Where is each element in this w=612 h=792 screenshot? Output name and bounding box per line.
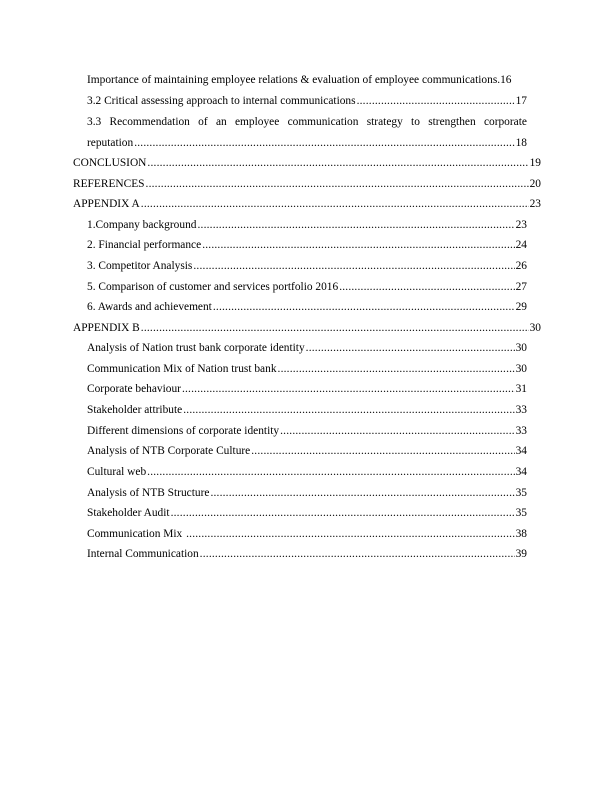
toc-entry[interactable] bbox=[73, 321, 541, 335]
toc-entry[interactable] bbox=[87, 382, 527, 396]
dot-leader bbox=[147, 156, 528, 170]
dot-leader bbox=[197, 218, 514, 232]
toc-entry-page: 23 bbox=[515, 219, 527, 231]
toc-entry-page: 17 bbox=[515, 95, 527, 107]
toc-entry[interactable] bbox=[87, 94, 527, 108]
toc-entry-line1[interactable] bbox=[87, 115, 527, 129]
toc-entry[interactable] bbox=[87, 136, 527, 150]
dot-leader bbox=[134, 136, 514, 150]
toc-entry[interactable] bbox=[87, 362, 527, 376]
toc-entry-title: Importance of maintaining employee relations & evaluation of employee communications. bbox=[87, 74, 501, 86]
dot-leader bbox=[146, 177, 529, 191]
toc-entry-page: 30 bbox=[515, 363, 527, 375]
toc-word: communication bbox=[287, 116, 359, 128]
toc-entry-title: APPENDIX B bbox=[73, 322, 140, 334]
toc-word: strengthen bbox=[428, 116, 476, 128]
toc-entry[interactable] bbox=[87, 486, 527, 500]
dot-leader bbox=[213, 300, 515, 314]
toc-entry-page: 24 bbox=[515, 239, 527, 251]
toc-entry-page: 31 bbox=[515, 383, 527, 395]
toc-entry-page: 30 bbox=[529, 322, 541, 334]
toc-entry[interactable] bbox=[87, 300, 527, 314]
toc-entry-page: 20 bbox=[529, 178, 541, 190]
toc-entry-page: 27 bbox=[515, 281, 527, 293]
toc-entry-title: CONCLUSION bbox=[73, 157, 147, 169]
dot-leader bbox=[278, 362, 515, 376]
toc-word: strategy bbox=[366, 116, 403, 128]
toc-entry-title: Different dimensions of corporate identity bbox=[87, 425, 280, 437]
dot-leader bbox=[306, 341, 515, 355]
toc-word: Recommendation bbox=[109, 116, 190, 128]
toc-entry-title: 3.2 Critical assessing approach to internal communications bbox=[87, 95, 356, 107]
toc-entry-title: Corporate behaviour bbox=[87, 383, 181, 395]
dot-leader bbox=[147, 465, 514, 479]
toc-entry[interactable] bbox=[87, 218, 527, 232]
toc-entry-title: REFERENCES bbox=[73, 178, 145, 190]
toc-entry-title: Communication Mix of Nation trust bank bbox=[87, 363, 277, 375]
dot-leader bbox=[171, 506, 515, 520]
toc-entry[interactable] bbox=[87, 73, 537, 87]
toc-entry[interactable] bbox=[87, 280, 527, 294]
toc-entry-page: 29 bbox=[515, 301, 527, 313]
dot-leader bbox=[141, 197, 529, 211]
toc-entry[interactable] bbox=[73, 177, 541, 191]
toc-word: of bbox=[198, 116, 208, 128]
toc-word: to bbox=[411, 116, 420, 128]
toc-entry-page: 39 bbox=[515, 548, 527, 560]
toc-word: an bbox=[215, 116, 227, 128]
toc-entry-title: Analysis of Nation trust bank corporate identity bbox=[87, 342, 305, 354]
toc-entry-page: 34 bbox=[515, 466, 527, 478]
toc-entry-title: Analysis of NTB Structure bbox=[87, 487, 210, 499]
toc-entry-title: Stakeholder Audit bbox=[87, 507, 170, 519]
dot-leader bbox=[202, 238, 514, 252]
toc-entry-title: Internal Communication bbox=[87, 548, 199, 560]
toc-entry[interactable] bbox=[87, 424, 527, 438]
toc-entry-page: 19 bbox=[529, 157, 541, 169]
toc-entry-title: 2. Financial performance bbox=[87, 239, 202, 251]
dot-leader bbox=[193, 259, 514, 273]
toc-entry-page: 38 bbox=[515, 528, 527, 540]
toc-entry-page: 33 bbox=[515, 425, 527, 437]
toc-entry-title: 5. Comparison of customer and services portfolio 2016 bbox=[87, 281, 339, 293]
toc-entry[interactable] bbox=[73, 156, 541, 170]
dot-leader bbox=[182, 382, 515, 396]
toc-entry[interactable] bbox=[87, 465, 527, 479]
dot-leader bbox=[210, 486, 514, 500]
toc-entry[interactable] bbox=[87, 527, 527, 541]
toc-entry[interactable] bbox=[87, 238, 527, 252]
toc-word: corporate bbox=[483, 116, 527, 128]
toc-entry-title: APPENDIX A bbox=[73, 198, 140, 210]
toc-word: employee bbox=[235, 116, 280, 128]
toc-entry-title: Analysis of NTB Corporate Culture bbox=[87, 445, 251, 457]
toc-entry-title: 6. Awards and achievement bbox=[87, 301, 212, 313]
dot-leader bbox=[251, 444, 514, 458]
toc-entry-page: 16 bbox=[500, 74, 512, 86]
dot-leader bbox=[141, 321, 529, 335]
toc-entry[interactable] bbox=[73, 197, 541, 211]
toc-word: 3.3 bbox=[87, 116, 102, 128]
toc-entry-page: 33 bbox=[515, 404, 527, 416]
dot-leader bbox=[186, 527, 515, 541]
toc-entry[interactable] bbox=[87, 341, 527, 355]
toc-entry-page: 30 bbox=[515, 342, 527, 354]
dot-leader bbox=[280, 424, 514, 438]
toc-entry-title: Stakeholder attribute bbox=[87, 404, 183, 416]
dot-leader bbox=[200, 547, 515, 561]
toc-entry-title: Cultural web bbox=[87, 466, 147, 478]
toc-entry-title: 3. Competitor Analysis bbox=[87, 260, 193, 272]
toc-entry-page: 35 bbox=[515, 487, 527, 499]
toc-entry-title: Communication Mix bbox=[87, 528, 186, 540]
toc-entry[interactable] bbox=[87, 547, 527, 561]
toc-entry-page: 26 bbox=[515, 260, 527, 272]
dot-leader bbox=[183, 403, 514, 417]
toc-entry-title: 1.Company background bbox=[87, 219, 197, 231]
toc-entry[interactable] bbox=[87, 444, 527, 458]
toc-entry-page: 34 bbox=[515, 445, 527, 457]
toc-entry-title: reputation bbox=[87, 137, 134, 149]
toc-entry-page: 35 bbox=[515, 507, 527, 519]
dot-leader bbox=[339, 280, 514, 294]
toc-entry-page: 18 bbox=[515, 137, 527, 149]
toc-entry[interactable] bbox=[87, 259, 527, 273]
toc-entry[interactable] bbox=[87, 403, 527, 417]
toc-entry-page: 23 bbox=[529, 198, 541, 210]
dot-leader bbox=[357, 94, 515, 108]
toc-entry[interactable] bbox=[87, 506, 527, 520]
